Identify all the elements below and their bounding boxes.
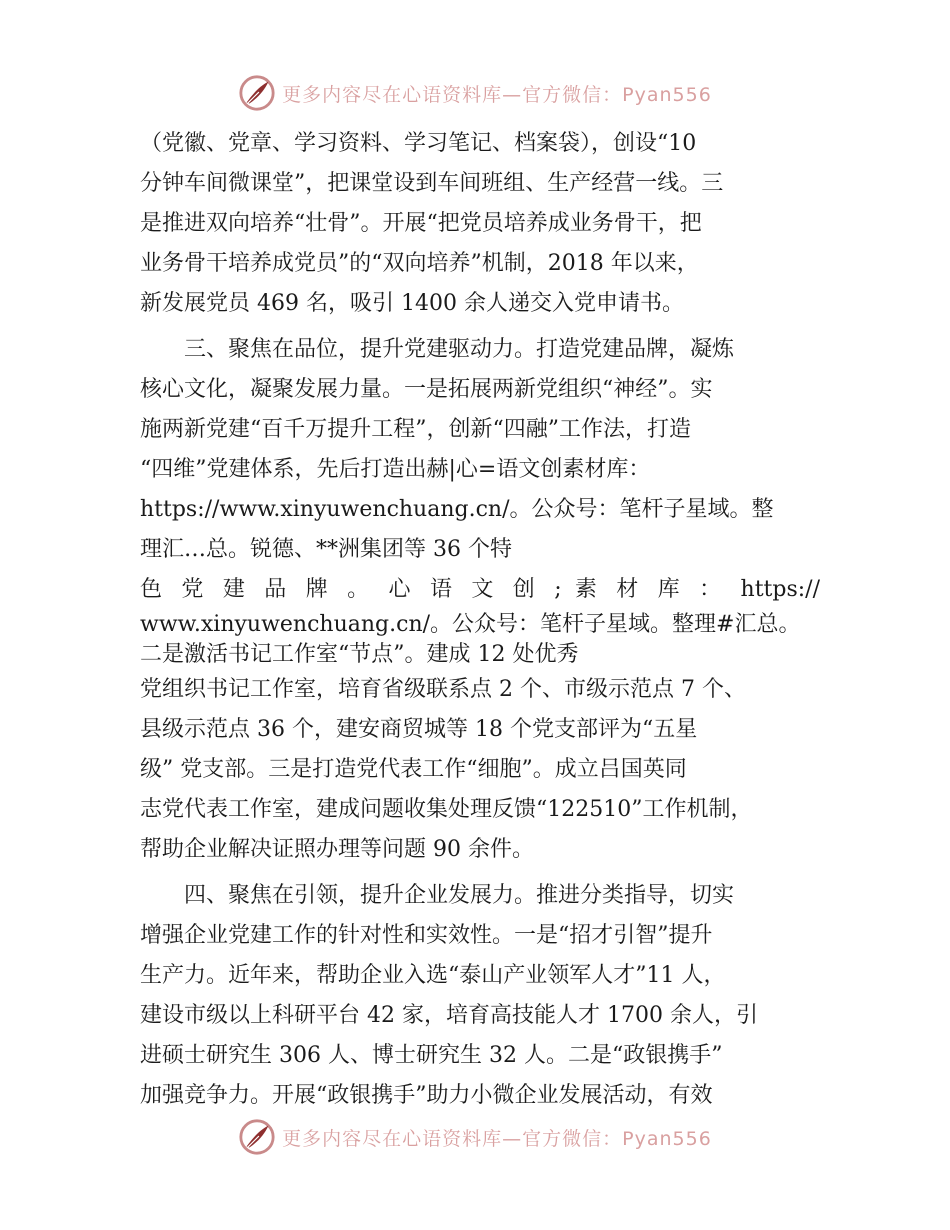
header-banner-text: 更多内容尽在心语资料库—官方微信：Pyan556 (282, 83, 712, 106)
body-line: 党组织书记工作室，培育省级联系点 2 个、市级示范点 7 个、 (140, 677, 746, 702)
body-line: （党徽、党章、学习资料、学习笔记、档案袋），创设“10 (140, 131, 697, 156)
paragraph-heading-line: 三、聚焦在品位，提升党建驱动力。打造党建品牌，凝炼 (184, 337, 735, 362)
body-line: 施两新党建“百千万提升工程”，创新“四融”工作法，打造 (140, 417, 691, 442)
body-line: 加强竞争力。开展“政银携手”助力小微企业发展活动，有效 (140, 1083, 713, 1108)
body-line: 志党代表工作室，建成问题收集处理反馈“122510”工作机制， (140, 797, 753, 822)
footer-banner-text: 更多内容尽在心语资料库—官方微信：Pyan556 (282, 1127, 712, 1150)
body-line: 建设市级以上科研平台 42 家，培育高技能人才 1700 余人，引 (140, 1003, 758, 1028)
body-line: 色 党 建 品 牌 。 心 语 文 创 ; 素 材 库 ： https:// (140, 577, 820, 602)
body-line: https://www.xinyuwenchuang.cn/。公众号：笔杆子星域。整 (140, 497, 774, 522)
body-line: 二是激活书记工作室“节点”。建成 12 处优秀 (140, 642, 579, 667)
body-line: 新发展党员 469 名，吸引 1400 余人递交入党申请书。 (140, 291, 684, 316)
body-line: 业务骨干培养成党员”的“双向培养”机制，2018 年以来， (140, 251, 699, 276)
body-line: 生产力。近年来，帮助企业入选“泰山产业领军人才”11 人， (140, 963, 726, 988)
feather-pen-logo-icon (238, 1118, 276, 1156)
body-line: “四维”党建体系，先后打造出赫|心=语文创素材库： (140, 457, 651, 482)
body-line: 理汇…总。锐德、**洲集团等 36 个特 (140, 537, 512, 562)
body-line: 分钟车间微课堂”，把课堂设到车间班组、生产经营一线。三 (140, 171, 724, 196)
body-line: 级” 党支部。三是打造党代表工作“细胞”。成立吕国英同 (140, 757, 687, 782)
body-line: www.xinyuwenchuang.cn/。公众号：笔杆子星域。整理#汇总。 (140, 612, 801, 637)
body-line: 核心文化，凝聚发展力量。一是拓展两新党组织“神经”。实 (140, 377, 713, 402)
footer-banner (0, 1112, 950, 1162)
header-banner (0, 68, 950, 118)
body-line: 县级示范点 36 个，建安商贸城等 18 个党支部评为“五星 (140, 717, 698, 742)
body-line: 帮助企业解决证照办理等问题 90 余件。 (140, 837, 534, 862)
document-body (140, 124, 820, 1116)
body-line: 是推进双向培养“壮骨”。开展“把党员培养成业务骨干，把 (140, 211, 702, 236)
body-line: 进硕士研究生 306 人、博士研究生 32 人。二是“政银携手” (140, 1043, 723, 1068)
paragraph-heading-line: 四、聚焦在引领，提升企业发展力。推进分类指导，切实 (184, 883, 735, 908)
body-line: 增强企业党建工作的针对性和实效性。一是“招才引智”提升 (140, 923, 713, 948)
feather-pen-logo-icon (238, 74, 276, 112)
